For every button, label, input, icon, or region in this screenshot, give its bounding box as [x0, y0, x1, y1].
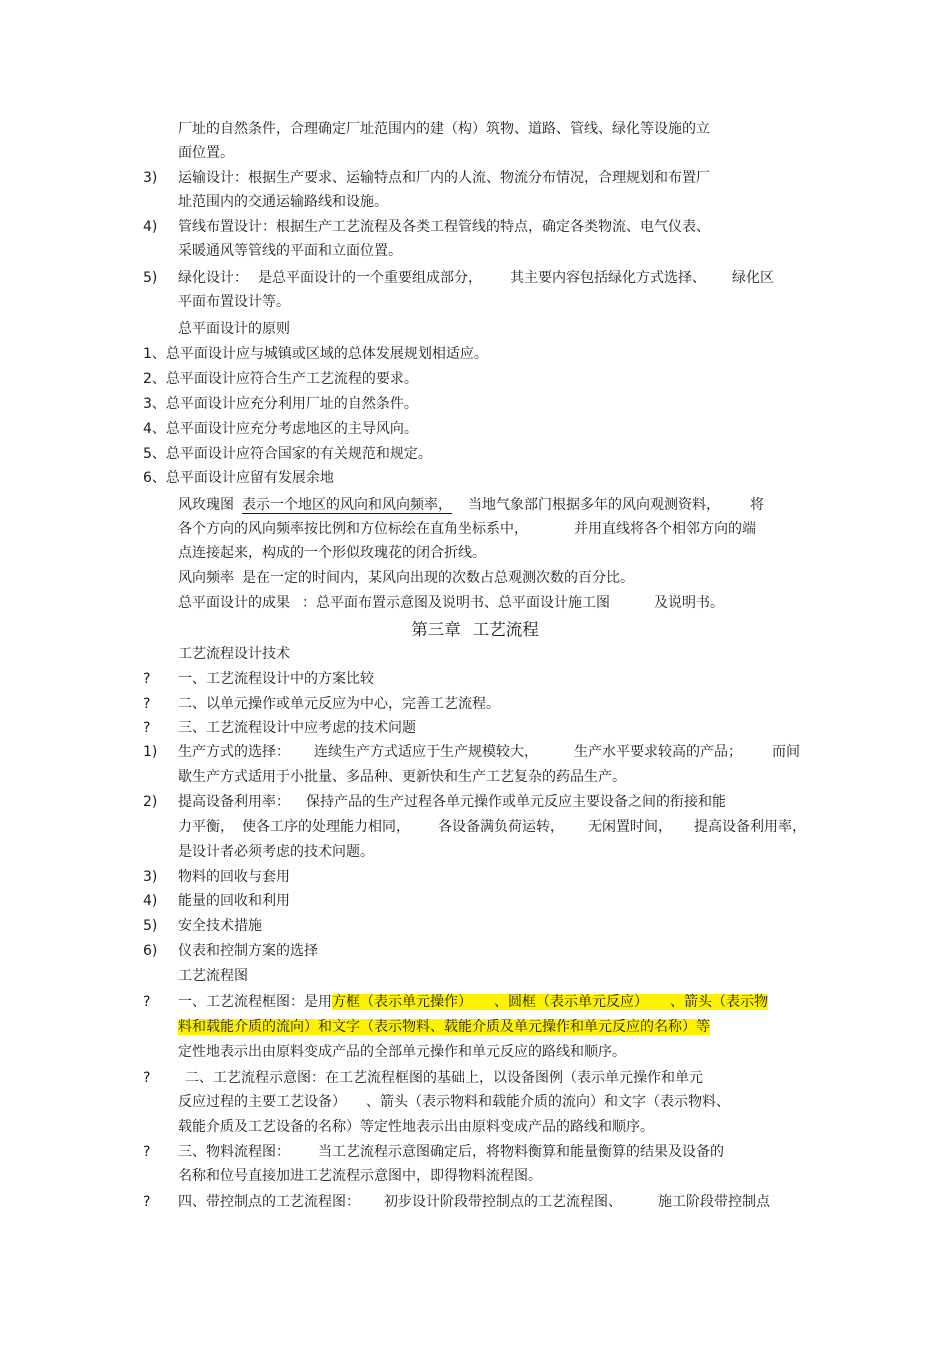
text-line: 6、总平面设计应留有发展余地: [143, 470, 334, 486]
term: 风玫瑰图: [178, 497, 234, 513]
text-line: 二、以单元操作或单元反应为中心，完善工艺流程。: [178, 696, 500, 712]
text-line: 点连接起来，构成的一个形似玫瑰花的闭合折线。: [178, 545, 486, 561]
list-number: 3): [143, 170, 158, 186]
text-line: 4、总平面设计应充分考虑地区的主导风向。: [143, 421, 418, 437]
term: 总平面设计的成果: [178, 595, 290, 611]
text-segment: 、箭头（表示物料和载能介质的流向）和文字（表示物料、: [366, 1094, 730, 1110]
text-line: 是设计者必须考虑的技术问题。: [178, 844, 374, 860]
text-line: 仪表和控制方案的选择: [178, 943, 318, 959]
text-line: 二、工艺流程示意图：在工艺流程框图的基础上，以设备图例（表示单元操作和单元: [185, 1070, 703, 1086]
chapter-number: 第三章: [411, 620, 461, 639]
text-segment: 提高设备利用率，: [694, 819, 806, 835]
text-line: [178, 1090, 730, 1114]
text-segment: 、圆框（表示单元反应）: [494, 994, 648, 1010]
term: 风向频率: [178, 570, 234, 586]
text-segment: 其主要内容包括绿化方式选择、: [510, 270, 706, 286]
text-segment: 各设备满负荷运转，: [438, 819, 564, 835]
text-line: 名称和位号直接加进工艺流程示意图中，即得物料流程图。: [178, 1168, 542, 1184]
text-segment: 并用直线将各个相邻方向的端: [574, 521, 756, 537]
text-line: 载能介质及工艺设备的名称）等定性地表示出由原料变成产品的路线和顺序。: [178, 1119, 654, 1135]
text-line: 平面布置设计等。: [178, 294, 290, 310]
text-segment: 初步设计阶段带控制点的工艺流程图、: [384, 1194, 622, 1210]
list-number: 2): [143, 794, 158, 810]
highlighted-text: [332, 994, 768, 1010]
text-segment: 绿化区: [732, 270, 774, 286]
text-segment: 三、物料流程图：: [178, 1144, 290, 1160]
text-line: 采暖通风等管线的平面和立面位置。: [178, 243, 402, 259]
text-segment: 而间: [772, 744, 800, 760]
text-line: 1、总平面设计应与城镇或区域的总体发展规划相适应。: [143, 346, 488, 362]
text-segment: 施工阶段带控制点: [658, 1194, 770, 1210]
text-line: [178, 790, 726, 814]
text-segment: ：总平面布置示意图及说明书、总平面设计施工图: [302, 595, 610, 611]
text-segment: 表示一个地区的风向和风向频率，: [242, 497, 452, 513]
text-line: 3、总平面设计应充分利用厂址的自然条件。: [143, 396, 418, 412]
section-subtitle: 工艺流程图: [178, 968, 248, 984]
bullet-marker: ?: [143, 994, 151, 1010]
text-segment: 连续生产方式适应于生产规模较大，: [314, 744, 538, 760]
text-line: [178, 266, 774, 290]
section-subtitle: 工艺流程设计技术: [178, 646, 290, 662]
text-segment: 无闲置时间，: [588, 819, 672, 835]
list-number: 5): [143, 270, 158, 286]
text-line: [178, 1140, 724, 1164]
text-line: 物料的回收与套用: [178, 869, 290, 885]
section-subtitle: 总平面设计的原则: [178, 321, 290, 337]
chapter-title: 工艺流程: [472, 620, 539, 639]
bullet-marker: ?: [143, 720, 151, 736]
text-segment: 生产方式的选择：: [178, 744, 290, 760]
text-line: 三、工艺流程设计中应考虑的技术问题: [178, 720, 416, 736]
text-line: [178, 740, 800, 764]
text-line: [178, 566, 634, 590]
text-line: [178, 815, 806, 839]
text-segment: 生产水平要求较高的产品；: [574, 744, 742, 760]
text-segment: 是总平面设计的一个重要组成部分，: [258, 270, 482, 286]
text-line: 定性地表示出由原料变成产品的全部单元操作和单元反应的路线和顺序。: [178, 1044, 626, 1060]
text-segment: 反应过程的主要工艺设备）: [178, 1094, 346, 1110]
text-line: 面位置。: [178, 145, 234, 161]
list-number: 6): [143, 943, 158, 959]
text-line: 安全技术措施: [178, 918, 262, 934]
text-segment: 保持产品的生产过程各单元操作或单元反应主要设备之间的衔接和能: [306, 794, 726, 810]
text-segment: 将: [750, 497, 764, 513]
chapter-heading: [0, 617, 950, 643]
text-segment: 提高设备利用率：: [178, 794, 290, 810]
list-number: 5): [143, 918, 158, 934]
text-segment: 当地气象部门根据多年的风向观测资料，: [468, 497, 720, 513]
text-line: [178, 1190, 770, 1214]
text-segment: 及说明书。: [654, 595, 724, 611]
text-segment: 使各工序的处理能力相同，: [242, 819, 410, 835]
list-number: 4): [143, 219, 158, 235]
text-segment: 、箭头（表示物: [670, 994, 768, 1010]
text-line: 管线布置设计：根据生产工艺流程及各类工程管线的特点，确定各类物流、电气仪表、: [178, 219, 710, 235]
highlighted-text: 料和载能介质的流向）和文字（表示物料、载能介质及单元操作和单元反应的名称）等: [178, 1019, 710, 1035]
bullet-marker: ?: [143, 1194, 151, 1210]
text-segment: 绿化设计：: [178, 270, 248, 286]
text-line: 址范围内的交通运输路线和设施。: [178, 194, 388, 210]
text-line: 运输设计：根据生产要求、运输特点和厂内的人流、物流分布情况，合理规划和布置厂: [178, 170, 710, 186]
bullet-marker: ?: [143, 671, 151, 687]
text-line: [178, 990, 768, 1014]
text-line: 5、总平面设计应符合国家的有关规范和规定。: [143, 446, 432, 462]
text-line: [178, 1015, 710, 1039]
text-line: 2、总平面设计应符合生产工艺流程的要求。: [143, 371, 418, 387]
text-line: [178, 591, 724, 615]
text-segment: 当工艺流程示意图确定后，将物料衡算和能量衡算的结果及设备的: [318, 1144, 724, 1160]
bullet-marker: ?: [143, 1144, 151, 1160]
text-segment: 一、工艺流程框图：是用: [178, 994, 332, 1010]
list-number: 1): [143, 744, 158, 760]
text-segment: 各个方向的风向频率按比例和方位标绘在直角坐标系中，: [178, 521, 528, 537]
bullet-marker: ?: [143, 696, 151, 712]
list-number: 3): [143, 869, 158, 885]
text-line: 厂址的自然条件，合理确定厂址范围内的建（构）筑物、道路、管线、绿化等设施的立: [178, 121, 710, 137]
text-segment: 方框（表示单元操作）: [332, 994, 472, 1010]
list-number: 4): [143, 893, 158, 909]
text-segment: 力平衡，: [178, 819, 234, 835]
text-line: 歇生产方式适用于小批量、多品种、更新快和生产工艺复杂的药品生产。: [178, 769, 626, 785]
text-line: 能量的回收和利用: [178, 893, 290, 909]
text-line: 一、工艺流程设计中的方案比较: [178, 671, 374, 687]
bullet-marker: ?: [143, 1070, 151, 1086]
text-segment: 四、带控制点的工艺流程图：: [178, 1194, 360, 1210]
text-segment: 是在一定的时间内，某风向出现的次数占总观测次数的百分比。: [242, 570, 634, 586]
text-line: [178, 517, 756, 541]
text-line: [178, 493, 764, 517]
